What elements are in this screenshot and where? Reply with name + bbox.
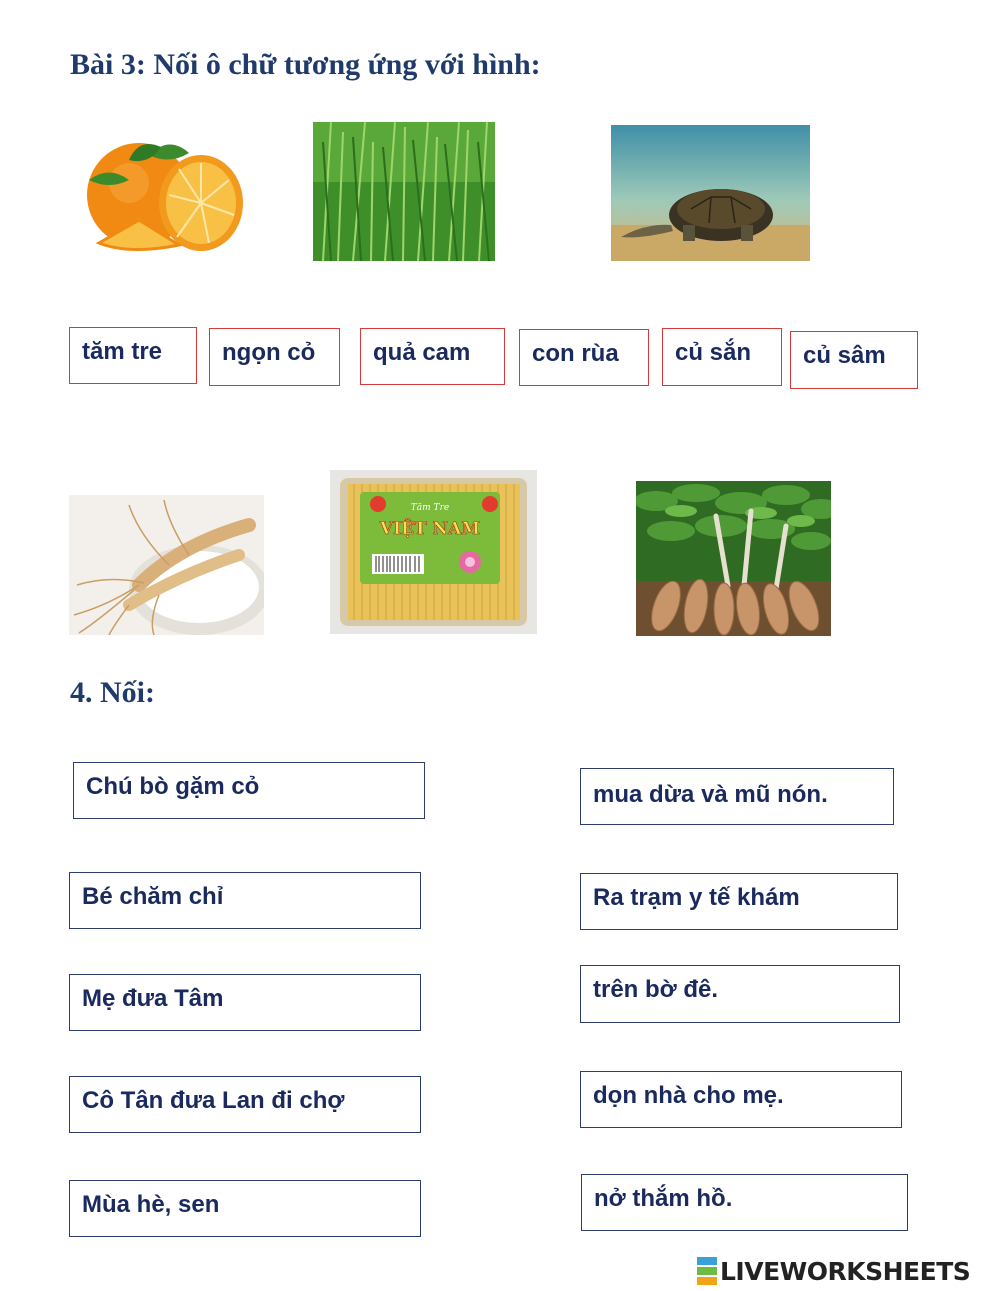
right-phrase-1[interactable]: mua dừa và mũ nón. (580, 768, 894, 825)
word-box-tam-tre[interactable]: tăm tre (69, 327, 197, 384)
liveworksheets-logo[interactable] (697, 1256, 970, 1286)
cassava-picture (636, 481, 831, 636)
left-phrase-3[interactable]: Mẹ đưa Tâm (69, 974, 421, 1031)
orange-picture (69, 125, 247, 260)
left-phrase-1[interactable]: Chú bò gặm cỏ (73, 762, 425, 819)
liveworksheets-logo-text: LIVEWORKSHEETS (720, 1256, 971, 1286)
ginseng-picture (69, 495, 264, 635)
left-phrase-4[interactable]: Cô Tân đưa Lan đi chợ (69, 1076, 421, 1133)
left-phrase-2[interactable]: Bé chăm chỉ (69, 872, 421, 929)
word-box-con-rua[interactable]: con rùa (519, 329, 649, 386)
liveworksheets-logo-icon (697, 1256, 717, 1286)
right-phrase-4[interactable]: dọn nhà cho mẹ. (580, 1071, 902, 1128)
toothpick-brand-label: VIỆT NAM (379, 519, 481, 539)
right-phrase-5[interactable]: nở thắm hồ. (581, 1174, 908, 1231)
word-box-cu-sam[interactable]: củ sâm (790, 331, 918, 389)
left-phrase-5[interactable]: Mùa hè, sen (69, 1180, 421, 1237)
word-box-ngon-co[interactable]: ngọn cỏ (209, 328, 340, 386)
grass-picture (313, 122, 495, 261)
right-phrase-2[interactable]: Ra trạm y tế khám (580, 873, 898, 930)
toothpick-box-picture (330, 470, 537, 634)
right-phrase-3[interactable]: trên bờ đê. (580, 965, 900, 1023)
toothpick-brand-small: Tăm Tre (410, 503, 450, 513)
turtle-picture (611, 125, 810, 261)
word-box-cu-san[interactable]: củ sắn (662, 328, 782, 386)
exercise4-title: 4. Nối: (70, 676, 155, 709)
word-box-qua-cam[interactable]: quả cam (360, 328, 505, 385)
exercise3-title: Bài 3: Nối ô chữ tương ứng với hình: (70, 48, 541, 81)
